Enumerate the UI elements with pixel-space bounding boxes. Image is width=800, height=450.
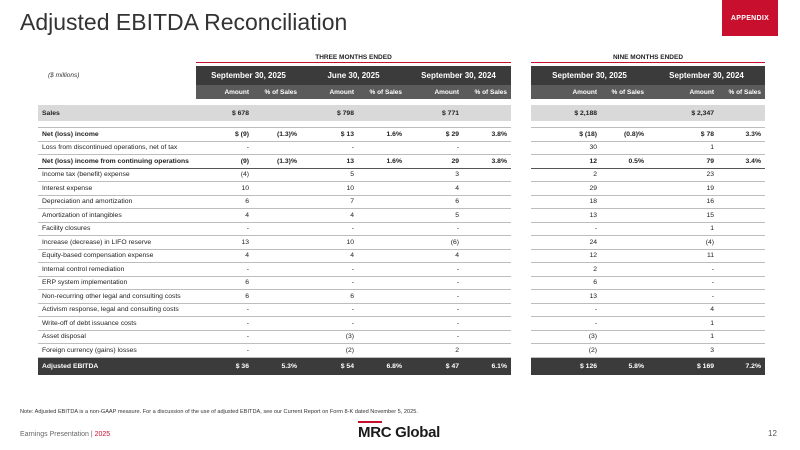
logo-text: MRC Global — [358, 424, 440, 441]
amount-cell: 13 — [301, 155, 358, 169]
amount-header: Amount — [406, 85, 463, 99]
amount-cell: $ (9) — [196, 128, 253, 142]
percent-cell — [601, 168, 648, 182]
percent-cell — [358, 236, 406, 250]
percent-cell — [463, 182, 511, 196]
table-row — [38, 330, 765, 344]
percent-cell — [463, 141, 511, 155]
amount-cell: $ 54 — [301, 357, 358, 375]
percent-cell — [358, 330, 406, 344]
table-row — [38, 317, 765, 331]
amount-cell: 3 — [406, 168, 463, 182]
amount-header: Amount — [648, 85, 718, 99]
row-label: Activism response, legal and consulting costs — [38, 303, 196, 317]
nine-months-header: NINE MONTHS ENDED — [612, 54, 684, 61]
percent-cell — [718, 317, 765, 331]
adjusted-ebitda-row — [38, 357, 765, 375]
amount-cell: $ 47 — [406, 357, 463, 375]
percent-cell — [718, 276, 765, 290]
percent-cell — [253, 141, 301, 155]
amount-cell: 5 — [406, 209, 463, 223]
percent-cell — [253, 236, 301, 250]
percent-cell — [718, 236, 765, 250]
percent-cell — [601, 303, 648, 317]
amount-cell: $ 78 — [648, 128, 718, 142]
amount-cell: - — [301, 317, 358, 331]
table-row — [38, 236, 765, 250]
table-row — [38, 222, 765, 236]
footer-label — [20, 431, 110, 438]
amount-cell: 2 — [531, 263, 601, 277]
footnote: Note: Adjusted EBITDA is a non-GAAP measure. For a discussion of the use of adjusted EBITDA, see our Current Report on Form 8-K dated November 5, 2025. — [20, 409, 418, 415]
percent-cell — [601, 141, 648, 155]
period-header: September 30, 2024 — [648, 66, 765, 85]
amount-cell: 13 — [531, 290, 601, 304]
percent-cell — [253, 195, 301, 209]
percent-cell — [718, 195, 765, 209]
column-gap — [511, 330, 531, 344]
table-row — [38, 155, 765, 169]
amount-cell: 5 — [301, 168, 358, 182]
amount-cell: 19 — [648, 182, 718, 196]
percent-cell — [463, 303, 511, 317]
percent-cell — [358, 141, 406, 155]
percent-cell — [718, 209, 765, 223]
column-gap — [511, 303, 531, 317]
percent-cell — [718, 290, 765, 304]
row-label: Amortization of intangibles — [38, 209, 196, 223]
percent-cell — [253, 303, 301, 317]
row-label: Loss from discontinued operations, net of tax — [38, 141, 196, 155]
percent-cell: (1.3)% — [253, 128, 301, 142]
percent-cell: 3.4% — [718, 155, 765, 169]
amount-cell: $ 29 — [406, 128, 463, 142]
percent-cell — [358, 209, 406, 223]
amount-cell: - — [531, 317, 601, 331]
amount-cell: - — [196, 303, 253, 317]
percent-cell: 7.2% — [718, 357, 765, 375]
units-label: ($ millions) — [48, 72, 80, 79]
row-label: Adjusted EBITDA — [38, 357, 196, 375]
table-row — [38, 168, 765, 182]
amount-cell: $ 36 — [196, 357, 253, 375]
company-logo — [358, 424, 440, 441]
amount-cell: - — [648, 276, 718, 290]
column-gap — [511, 357, 531, 375]
table-row — [38, 344, 765, 358]
percent-cell — [253, 330, 301, 344]
percent-cell: 0.5% — [601, 155, 648, 169]
row-label: Internal control remediation — [38, 263, 196, 277]
amount-cell: 13 — [196, 236, 253, 250]
amount-cell: 15 — [648, 209, 718, 223]
column-gap — [511, 141, 531, 155]
amount-cell: 12 — [531, 249, 601, 263]
amount-cell: 6 — [196, 276, 253, 290]
percent-cell — [253, 105, 301, 121]
amount-cell: (4) — [196, 168, 253, 182]
percent-cell — [463, 236, 511, 250]
table-row — [38, 290, 765, 304]
amount-cell: 1 — [648, 141, 718, 155]
percent-cell — [601, 344, 648, 358]
percent-cell: 6.8% — [358, 357, 406, 375]
percent-cell — [253, 222, 301, 236]
table-row — [38, 249, 765, 263]
percent-cell — [463, 276, 511, 290]
table-row — [38, 209, 765, 223]
percent-cell: 1.6% — [358, 128, 406, 142]
amount-header: Amount — [301, 85, 358, 99]
percent-cell: 6.1% — [463, 357, 511, 375]
amount-cell: 1 — [648, 317, 718, 331]
percent-header: % of Sales — [253, 85, 301, 99]
amount-cell: $ 2,188 — [531, 105, 601, 121]
amount-cell: - — [301, 276, 358, 290]
amount-cell: - — [196, 263, 253, 277]
amount-cell: 4 — [648, 303, 718, 317]
percent-cell — [358, 182, 406, 196]
percent-header: % of Sales — [601, 85, 648, 99]
amount-cell: (2) — [301, 344, 358, 358]
row-label: Increase (decrease) in LIFO reserve — [38, 236, 196, 250]
blank-header — [38, 85, 196, 99]
amount-cell: - — [301, 141, 358, 155]
row-label: Interest expense — [38, 182, 196, 196]
footer-year: 2025 — [94, 431, 111, 438]
percent-cell — [718, 141, 765, 155]
amount-cell: 23 — [648, 168, 718, 182]
amount-cell: $ 678 — [196, 105, 253, 121]
percent-cell — [253, 290, 301, 304]
percent-cell — [718, 222, 765, 236]
amount-cell: - — [531, 222, 601, 236]
percent-cell — [463, 222, 511, 236]
percent-cell — [253, 209, 301, 223]
amount-cell: - — [196, 317, 253, 331]
amount-cell: - — [648, 263, 718, 277]
percent-header: % of Sales — [463, 85, 511, 99]
percent-cell — [358, 105, 406, 121]
amount-cell: $ 169 — [648, 357, 718, 375]
column-gap — [511, 182, 531, 196]
percent-cell — [358, 222, 406, 236]
amount-cell: 11 — [648, 249, 718, 263]
amount-cell: - — [648, 290, 718, 304]
column-gap — [511, 290, 531, 304]
amount-cell: 3 — [648, 344, 718, 358]
percent-cell — [718, 249, 765, 263]
amount-cell: 6 — [301, 290, 358, 304]
amount-cell: 18 — [531, 195, 601, 209]
percent-cell — [253, 249, 301, 263]
percent-cell — [601, 195, 648, 209]
amount-cell: 24 — [531, 236, 601, 250]
column-gap — [511, 209, 531, 223]
period-header: September 30, 2024 — [406, 66, 511, 85]
percent-cell: (1.3)% — [253, 155, 301, 169]
column-gap — [511, 195, 531, 209]
amount-cell: - — [196, 344, 253, 358]
percent-cell — [358, 276, 406, 290]
period-header-row — [38, 66, 765, 85]
amount-cell: - — [301, 303, 358, 317]
percent-cell — [358, 249, 406, 263]
amount-cell: 4 — [196, 209, 253, 223]
percent-cell: 3.8% — [463, 128, 511, 142]
percent-cell — [601, 290, 648, 304]
percent-cell — [601, 105, 648, 121]
amount-cell: (4) — [648, 236, 718, 250]
percent-cell — [253, 276, 301, 290]
row-label: ERP system implementation — [38, 276, 196, 290]
amount-cell: 1 — [648, 330, 718, 344]
amount-cell: - — [196, 330, 253, 344]
column-gap — [511, 249, 531, 263]
percent-cell — [358, 290, 406, 304]
amount-cell: $ 798 — [301, 105, 358, 121]
row-label: Write-off of debt issuance costs — [38, 317, 196, 331]
percent-cell — [253, 317, 301, 331]
percent-cell: 3.8% — [463, 155, 511, 169]
percent-cell: 5.3% — [253, 357, 301, 375]
amount-cell: $ (18) — [531, 128, 601, 142]
percent-cell — [718, 263, 765, 277]
row-label: Net (loss) income — [38, 128, 196, 142]
amount-cell: 6 — [196, 195, 253, 209]
column-gap — [511, 276, 531, 290]
ebitda-reconciliation-table — [38, 66, 765, 375]
percent-cell — [253, 263, 301, 277]
amount-cell: 10 — [301, 236, 358, 250]
percent-cell — [358, 195, 406, 209]
table-row — [38, 141, 765, 155]
amount-cell: 6 — [531, 276, 601, 290]
percent-cell: 1.6% — [358, 155, 406, 169]
amount-cell: 29 — [531, 182, 601, 196]
page-title: Adjusted EBITDA Reconciliation — [20, 9, 348, 35]
amount-cell: $ 13 — [301, 128, 358, 142]
period-header: September 30, 2025 — [196, 66, 301, 85]
amount-cell: 4 — [406, 249, 463, 263]
column-gap — [511, 66, 531, 85]
amount-cell: - — [406, 276, 463, 290]
three-months-header: THREE MONTHS ENDED — [315, 54, 392, 61]
amount-cell: 4 — [301, 209, 358, 223]
amount-cell: 13 — [531, 209, 601, 223]
column-gap — [511, 128, 531, 142]
amount-cell: 4 — [301, 249, 358, 263]
amount-cell: 2 — [406, 344, 463, 358]
row-label: Net (loss) income from continuing operations — [38, 155, 196, 169]
percent-cell — [601, 209, 648, 223]
amount-cell: 16 — [648, 195, 718, 209]
amount-cell: - — [301, 222, 358, 236]
amount-header: Amount — [531, 85, 601, 99]
amount-cell: 4 — [196, 249, 253, 263]
amount-cell: - — [406, 330, 463, 344]
amount-cell: (2) — [531, 344, 601, 358]
percent-cell — [358, 303, 406, 317]
percent-cell — [601, 249, 648, 263]
column-gap — [511, 236, 531, 250]
period-header: June 30, 2025 — [301, 66, 406, 85]
percent-cell — [601, 263, 648, 277]
amount-cell: - — [196, 141, 253, 155]
amount-cell: 12 — [531, 155, 601, 169]
percent-cell — [718, 182, 765, 196]
percent-cell — [253, 168, 301, 182]
amount-cell: (6) — [406, 236, 463, 250]
column-gap — [511, 155, 531, 169]
amount-cell: 30 — [531, 141, 601, 155]
amount-cell: - — [406, 317, 463, 331]
row-label: Income tax (benefit) expense — [38, 168, 196, 182]
amount-cell: - — [406, 222, 463, 236]
amount-cell: - — [406, 141, 463, 155]
row-label: Asset disposal — [38, 330, 196, 344]
percent-cell: 5.8% — [601, 357, 648, 375]
amount-cell: $ 771 — [406, 105, 463, 121]
column-gap — [511, 168, 531, 182]
amount-cell: 6 — [406, 195, 463, 209]
percent-cell — [601, 236, 648, 250]
percent-cell — [718, 330, 765, 344]
footer-text: Earnings Presentation | — [20, 431, 95, 438]
amount-cell: 2 — [531, 168, 601, 182]
three-months-underline — [196, 62, 511, 63]
amount-cell: 7 — [301, 195, 358, 209]
amount-header: Amount — [196, 85, 253, 99]
percent-cell — [463, 195, 511, 209]
table-row — [38, 263, 765, 277]
amount-cell: - — [531, 303, 601, 317]
percent-cell — [358, 344, 406, 358]
percent-cell — [601, 222, 648, 236]
amount-cell: - — [406, 303, 463, 317]
amount-cell: 10 — [301, 182, 358, 196]
percent-cell — [718, 105, 765, 121]
row-label: Foreign currency (gains) losses — [38, 344, 196, 358]
amount-cell: 4 — [406, 182, 463, 196]
amount-cell: - — [406, 263, 463, 277]
row-label: Facility closures — [38, 222, 196, 236]
row-label: Equity-based compensation expense — [38, 249, 196, 263]
percent-cell — [463, 105, 511, 121]
column-gap — [511, 85, 531, 99]
column-gap — [511, 105, 531, 121]
percent-header: % of Sales — [718, 85, 765, 99]
row-label: Non-recurring other legal and consulting costs — [38, 290, 196, 304]
amount-cell: $ 126 — [531, 357, 601, 375]
percent-cell: 3.3% — [718, 128, 765, 142]
percent-cell — [463, 168, 511, 182]
amount-cell: 79 — [648, 155, 718, 169]
percent-cell — [463, 317, 511, 331]
amount-cell: (9) — [196, 155, 253, 169]
amount-cell: 6 — [196, 290, 253, 304]
row-label: Depreciation and amortization — [38, 195, 196, 209]
amount-cell: - — [406, 290, 463, 304]
period-header: September 30, 2025 — [531, 66, 648, 85]
amount-cell: 1 — [648, 222, 718, 236]
percent-cell — [718, 344, 765, 358]
table-row — [38, 195, 765, 209]
percent-cell — [601, 317, 648, 331]
percent-header: % of Sales — [358, 85, 406, 99]
table-row — [38, 303, 765, 317]
amount-cell: 10 — [196, 182, 253, 196]
row-label: Sales — [38, 105, 196, 121]
amount-cell: (3) — [531, 330, 601, 344]
percent-cell — [601, 182, 648, 196]
percent-cell — [601, 276, 648, 290]
percent-cell — [253, 344, 301, 358]
table-row — [38, 182, 765, 196]
amount-cell: $ 2,347 — [648, 105, 718, 121]
logo-accent-bar — [358, 421, 382, 423]
amount-cell: 29 — [406, 155, 463, 169]
percent-cell — [463, 290, 511, 304]
nine-months-underline — [531, 62, 765, 63]
percent-cell — [463, 344, 511, 358]
column-gap — [511, 317, 531, 331]
table-row — [38, 128, 765, 142]
page-number: 12 — [768, 429, 777, 438]
percent-cell — [463, 263, 511, 277]
column-header-row — [38, 85, 765, 99]
percent-cell — [463, 330, 511, 344]
percent-cell — [718, 303, 765, 317]
percent-cell — [463, 209, 511, 223]
amount-cell: - — [196, 222, 253, 236]
sales-row — [38, 105, 765, 121]
percent-cell: (0.8)% — [601, 128, 648, 142]
table-row — [38, 276, 765, 290]
appendix-badge: APPENDIX — [722, 0, 778, 36]
percent-cell — [718, 168, 765, 182]
amount-cell: - — [301, 263, 358, 277]
percent-cell — [601, 330, 648, 344]
column-gap — [511, 263, 531, 277]
amount-cell: (3) — [301, 330, 358, 344]
percent-cell — [358, 263, 406, 277]
percent-cell — [253, 182, 301, 196]
column-gap — [511, 344, 531, 358]
percent-cell — [358, 317, 406, 331]
column-gap — [511, 222, 531, 236]
percent-cell — [358, 168, 406, 182]
percent-cell — [463, 249, 511, 263]
